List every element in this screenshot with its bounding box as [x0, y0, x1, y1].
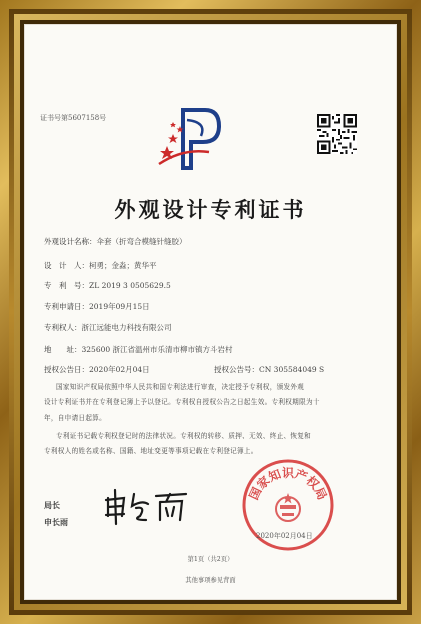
- legal-status-paragraph: [44, 429, 334, 460]
- field-application-date: 专利申请日：2019年09月15日: [44, 302, 150, 311]
- cnipa-logo-icon: [153, 102, 227, 176]
- director-name: 申长雨: [44, 517, 68, 527]
- field-grant-date: 授权公告日：2020年02月04日: [44, 365, 150, 374]
- director-signature-icon: [102, 486, 192, 526]
- back-page-note: 其他事项参见背面: [185, 577, 236, 584]
- legal-status-line: 专利权人的姓名或名称、国籍、地址变更等事项记载在专利登记簿上。: [44, 447, 258, 456]
- seal-text: 国家知识产权局: [246, 466, 330, 503]
- grant-statement-line: 设计专利证书并在专利登记簿上予以登记。专利权自授权公告之日起生效。专利权期限为十: [44, 398, 320, 407]
- field-patentee: 专利权人：浙江远能电力科技有限公司: [44, 323, 172, 332]
- field-design-name: 外观设计名称：伞套（折弯合模缝针缝胶）: [44, 237, 187, 246]
- certificate-number: 证书号第5607158号: [40, 114, 107, 122]
- field-patent-number: 专 利 号：ZL 2019 3 0505629.5: [44, 281, 171, 290]
- grant-statement-line: 国家知识产权局依照中华人民共和国专利法进行审查，决定授予专利权，颁发外观: [56, 383, 305, 391]
- field-grant-number: 授权公告号：CN 305584049 S: [214, 365, 325, 374]
- field-address: 地 址：325600 浙江省温州市乐清市柳市镇方斗岩村: [44, 345, 233, 354]
- grant-statement-line: 年，自申请日起算。: [44, 413, 107, 422]
- page-indicator: 第1页（共2页）: [187, 556, 234, 563]
- grant-statement-paragraph: [44, 380, 334, 426]
- certificate-paper: [24, 24, 397, 600]
- field-designers: 设 计 人：柯勇；金淼；黄华平: [44, 261, 157, 270]
- legal-status-line: 专利证书记载专利权登记时的法律状况。专利权的转移、质押、无效、终止、恢复和: [56, 432, 312, 440]
- seal-date: 2020年02月04日: [256, 532, 313, 540]
- certificate-title: 外观设计专利证书: [114, 197, 307, 222]
- director-title: 局长: [44, 500, 60, 510]
- qr-code-icon: [317, 114, 357, 154]
